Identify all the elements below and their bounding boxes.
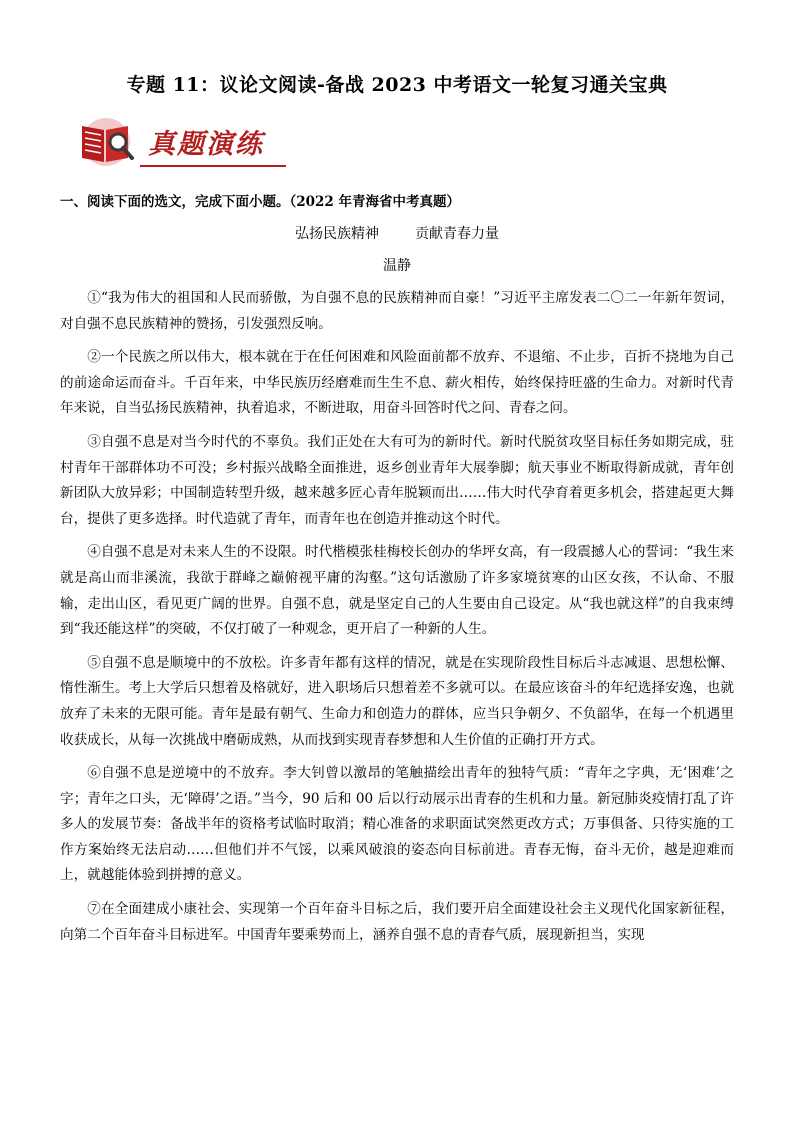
article-title-part1: 弘扬民族精神 (295, 226, 379, 242)
book-magnifier-icon (76, 116, 138, 168)
paragraph-3: ③自强不息是对当今时代的不辜负。我们正处在大有可为的新时代。新时代脱贫攻坚目标任务如期完成，驻村青年干部群体功不可没；乡村振兴战略全面推进，返乡创业青年大展拳脚；航天事业不断取得新成就，青年创新团队大放异彩；中国制造转型升级，越来越多匠心青年脱颖而出……伟大时代孕育着更多机会，搭建起更大舞台，提供了更多选择。时代造就了青年，而青年也在创造并推动这个时代。 (60, 433, 734, 527)
article-title (0, 223, 794, 243)
paragraph-5: ⑤自强不息是顺境中的不放松。许多青年都有这样的情况，就是在实现阶段性目标后斗志减退、思想松懈、惰性渐生。考上大学后只想着及格就好，进入职场后只想着差不多就可以。在最应该奋斗的年纪选择安逸，也就放弃了未来的无限可能。青年是最有朝气、生命力和创造力的群体，应当只争朝夕、不负韶华，在每一个机遇里收获成长，从每一次挑战中磨砺成熟，从而找到实现青春梦想和人生价值的正确打开方式。 (60, 654, 734, 748)
document-title: 专题 11：议论文阅读-备战 2023 中考语文一轮复习通关宝典 (126, 74, 668, 96)
section-banner (76, 116, 286, 170)
banner-underline (140, 165, 286, 167)
paragraph-4: ④自强不息是对未来人生的不设限。时代楷模张桂梅校长创办的华坪女高，有一段震撼人心的誓词：“我生来就是高山而非溪流，我欲于群峰之巅俯视平庸的沟壑。”这句话激励了许多家境贫寒的山区女孩，不认命、不服输，走出山区，看见更广阔的世界。自强不息，就是坚定自己的人生要由自己设定。从“我也就这样”的自我束缚到“我还能这样”的突破，不仅打破了一种观念，更开启了一种新的人生。 (60, 544, 734, 638)
article-author: 温静 (383, 258, 411, 274)
paragraph-1: ①“我为伟大的祖国和人民而骄傲，为自强不息的民族精神而自豪！”习近平主席发表二〇二一年新年贺词，对自强不息民族精神的赞扬，引发强烈反响。 (60, 290, 734, 332)
paragraph-7: ⑦在全面建成小康社会、实现第一个百年奋斗目标之后，我们要开启全面建设社会主义现代化国家新征程，向第二个百年奋斗目标进军。中国青年要乘势而上，涵养自强不息的青春气质，展现新担当，实现 (60, 901, 734, 943)
question-heading: 一、阅读下面的选文，完成下面小题。（2022 年青海省中考真题） (60, 194, 461, 210)
article-body (60, 286, 734, 948)
paragraph-6: ⑥自强不息是逆境中的不放弃。李大钊曾以激昂的笔触描绘出青年的独特气质：“青年之字典，无‘困难’之字；青年之口头，无‘障碍’之语。”当今，90 后和 00 后以行动展示出青春的生机和力量。新冠肺炎疫情打乱了许多人的发展节奏：备战半年的资格考试临时取消；精心准备的求职面试突然更改方式；万事俱备、只待实施的工作方案始终无法启动……但他们并不气馁，以乘风破浪的姿态向目标前进。青春无悔，奋斗无价，越是迎难而上，就越能体验到拼搏的意义。 (60, 765, 734, 884)
banner-label: 真题演练 (148, 129, 264, 160)
article-title-part2: 贡献青春力量 (415, 226, 499, 242)
paragraph-2: ②一个民族之所以伟大，根本就在于在任何困难和风险面前都不放弃、不退缩、不止步，百折不挠地为自己的前途命运而奋斗。千百年来，中华民族历经磨难而生生不息、薪火相传，始终保持旺盛的生命力。对新时代青年来说，自当弘扬民族精神，执着追求，不断进取，用奋斗回答时代之问、青春之问。 (60, 349, 734, 417)
